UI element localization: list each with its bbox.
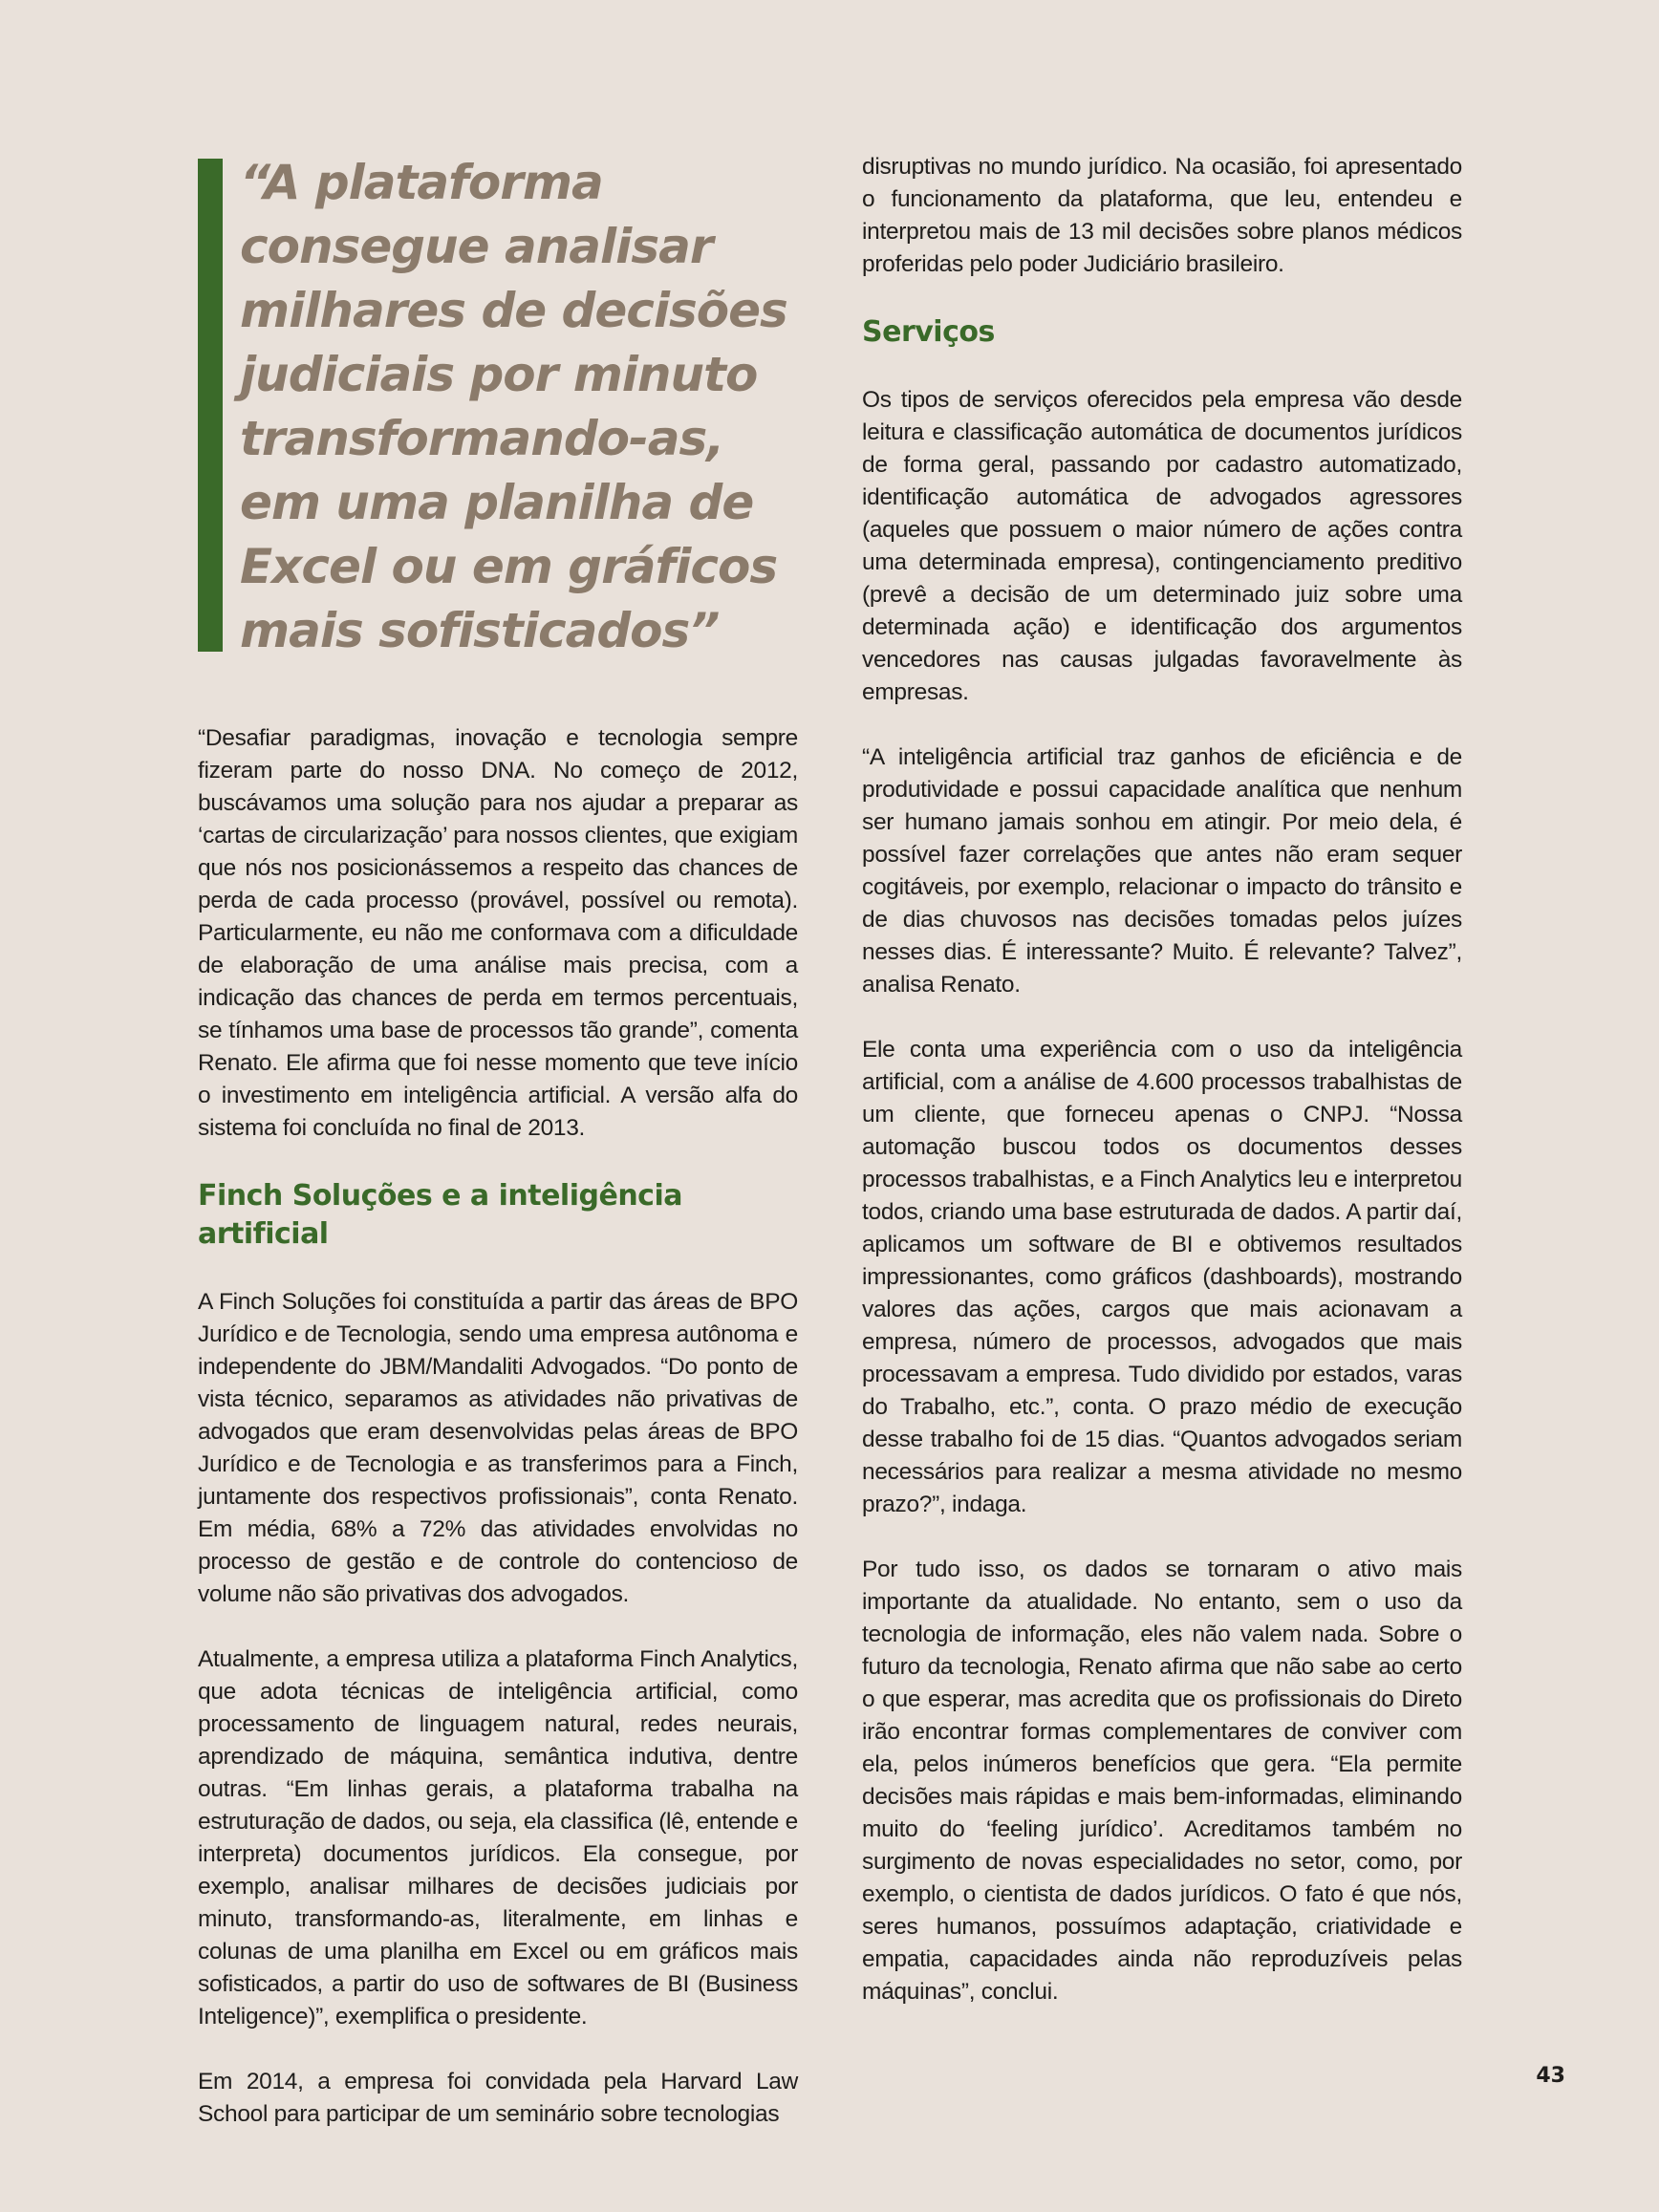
paragraph: A Finch Soluções foi constituída a partir das áreas de BPO Jurídico e de Tecnologia, sendo uma empresa autônoma e independente do JBM/Mandaliti Advogados. “Do ponto de vista técnico, separamos as atividades não privativas de advogados que eram desenvolvidas pelas áreas de BPO Jurídico e de Tecnologia e as transferimos para a Finch, juntamente dos respectivos profissionais”, conta Renato. Em média, 68% a 72% das atividades envolvidas no processo de gestão e de controle do contencioso de volume não são privativas dos advogados. [198,1289,798,1607]
paragraph: Por tudo isso, os dados se tornaram o ativo mais importante da atualidade. No entanto, sem o uso da tecnologia de informação, eles não valem nada. Sobre o futuro da tecnologia, Renato afirma que não sabe ao certo o que esperar, mas acredita que os profissionais do Direto irão encontrar formas complementares de conviver com ela, pelos inúmeros benefícios que gera. “Ela permite decisões mais rápidas e mais bem-informadas, eliminando muito do ‘feeling jurídico’. Acreditamos também no surgimento de novas especialidades no setor, como, por exemplo, o cientista de dados jurídicos. O fato é que nós, seres humanos, possuímos adaptação, criatividade e empatia, capacidades ainda não reproduzíveis pelas máquinas”, conclui. [862,1557,1462,2005]
pull-quote-text: “A plataforma consegue analisar milhares de decisões judiciais por minuto transformando-as, em uma planilha de Excel ou em gráficos mais sofisticados” [240,155,787,658]
section-heading-finch: Finch Soluções e a inteligência artificial [198,1179,682,1251]
paragraph: Atualmente, a empresa utiliza a plataforma Finch Analytics, que adota técnicas de inteligência artificial, como processamento de linguagem natural, redes neurais, aprendizado de máquina, semântica indutiva, dentre outras. “Em linhas gerais, a plataforma trabalha na estruturação de dados, ou seja, ela classifica (lê, entende e interpreta) documentos jurídicos. Ela consegue, por exemplo, analisar milhares de decisões judiciais por minuto, transformando-as, literalmente, em linhas e colunas de uma planilha em Excel ou em gráficos mais sofisticados, a partir do uso de softwares de BI (Business Inteligence)”, exemplifica o presidente. [198,1646,798,2029]
pull-quote-bar [198,159,223,652]
paragraph: disruptivas no mundo jurídico. Na ocasião, foi apresentado o funcionamento da plataforma, que leu, entendeu e interpretou mais de 13 mil decisões sobre planos médicos proferidas pelo poder Judiciário brasileiro. [862,154,1462,277]
left-column [198,151,798,2163]
section-heading-servicos: Serviços [862,315,995,349]
right-column [862,151,1462,2041]
paragraph: Em 2014, a empresa foi convidada pela Harvard Law School para participar de um seminário sobre tecnologias [198,2069,798,2127]
pull-quote [198,151,798,663]
page-number: 43 [1536,2064,1565,2088]
paragraph: Ele conta uma experiência com o uso da inteligência artificial, com a análise de 4.600 processos trabalhistas de um cliente, que forneceu apenas o CNPJ. “Nossa automação buscou todos os documentos desses processos trabalhistas, e a Finch Analytics leu e interpretou todos, criando uma base estruturada de dados. A partir daí, aplicamos um software de BI e obtivemos resultados impressionantes, como gráficos (dashboards), mostrando valores das ações, cargos que mais acionavam a empresa, número de processos, advogados que mais processavam a empresa. Tudo dividido por estados, varas do Trabalho, etc.”, conta. O prazo médio de execução desse trabalho foi de 15 dias. “Quantos advogados seriam necessários para realizar a mesma atividade no mesmo prazo?”, indaga. [862,1037,1462,1517]
paragraph: Os tipos de serviços oferecidos pela empresa vão desde leitura e classificação automática de documentos jurídicos de forma geral, passando por cadastro automatizado, identificação automática de advogados agressores (aqueles que possuem o maior número de ações contra uma determinada empresa), contingenciamento preditivo (prevê a decisão de um determinado juiz sobre uma determinada ação) e identificação dos argumentos vencedores nas causas julgadas favoravelmente às empresas. [862,387,1462,705]
paragraph: “A inteligência artificial traz ganhos de eficiência e de produtividade e possui capacidade analítica que nenhum ser humano jamais sonhou em atingir. Por meio dela, é possível fazer correlações que antes não eram sequer cogitáveis, por exemplo, relacionar o impacto do trânsito e de dias chuvosos nas decisões tomadas pelos juízes nesses dias. É interessante? Muito. É relevante? Talvez”, analisa Renato. [862,744,1462,998]
paragraph: “Desafiar paradigmas, inovação e tecnologia sempre fizeram parte do nosso DNA. No começo de 2012, buscávamos uma solução para nos ajudar a preparar as ‘cartas de circularização’ para nossos clientes, que exigiam que nós nos posicionássemos a respeito das chances de perda de cada processo (provável, possível ou remota). Particularmente, eu não me conformava com a dificuldade de elaboração de uma análise mais precisa, com a indicação das chances de perda em termos percentuais, se tínhamos uma base de processos tão grande”, comenta Renato. Ele afirma que foi nesse momento que teve início o investimento em inteligência artificial. A versão alfa do sistema foi concluída no final de 2013. [198,725,798,1141]
